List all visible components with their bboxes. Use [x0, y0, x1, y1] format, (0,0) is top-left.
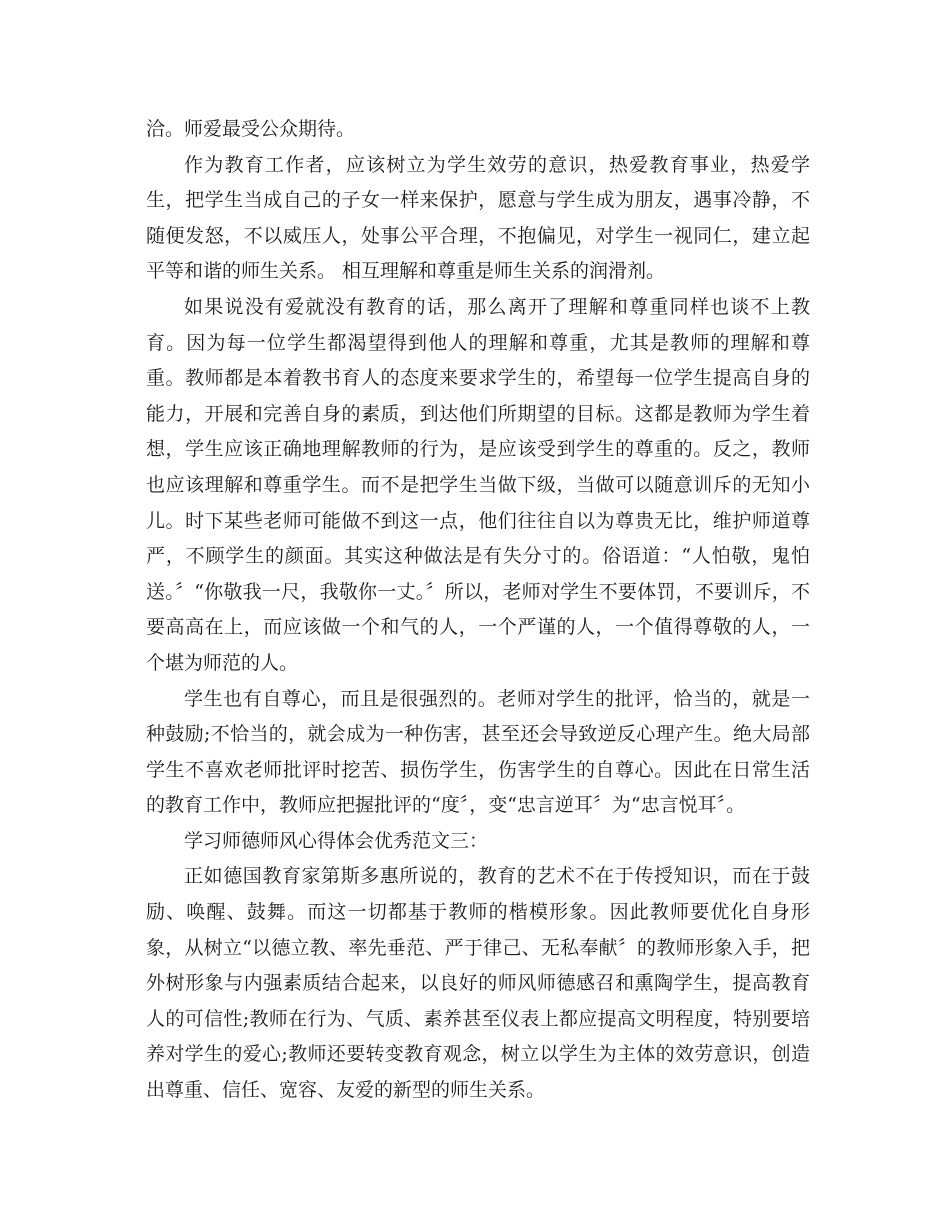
document-body [146, 112, 810, 1109]
paragraph-2: 作为教育工作者，应该树立为学生效劳的意识，热爱教育事业，热爱学生，把学生当成自己的子女一样来保护，愿意与学生成为朋友，遇事冷静，不随便发怒，不以威压人，处事公平合理，不抱偏见，对学生一视同仁，建立起平等和谐的师生关系。 相互理解和尊重是师生关系的润滑剂。 [146, 153, 810, 283]
paragraph-5: 正如德国教育家第斯多惠所说的，教育的艺术不在于传授知识，而在于鼓励、唤醒、鼓舞。而这一切都基于教师的楷模形象。因此教师要优化自身形象，从树立“以德立教、率先垂范、严于律己、无私奉献〞的教师形象入手，把外树形象与内强素质结合起来，以良好的师风师德感召和熏陶学生，提高教育人的可信性;教师在行为、气质、素养甚至仪表上都应提高文明程度，特别要培养对学生的爱心;教师还要转变教育观念，树立以学生为主体的效劳意识，创造出尊重、信任、宽容、友爱的新型的师生关系。 [146, 865, 810, 1102]
paragraph-4: 学生也有自尊心，而且是很强烈的。老师对学生的批评，恰当的，就是一种鼓励;不恰当的，就会成为一种伤害，甚至还会导致逆反心理产生。绝大局部学生不喜欢老师批评时挖苦、损伤学生，伤害学生的自尊心。因此在日常生活的教育工作中，教师应把握批评的“度〞，变“忠言逆耳〞为“忠言悦耳〞。 [146, 687, 810, 817]
paragraph-3: 如果说没有爱就没有教育的话，那么离开了理解和尊重同样也谈不上教育。因为每一位学生都渴望得到他人的理解和尊重，尤其是教师的理解和尊重。教师都是本着教书育人的态度来要求学生的，希望每一位学生提高自身的能力，开展和完善自身的素质，到达他们所期望的目标。这都是教师为学生着想，学生应该正确地理解教师的行为，是应该受到学生的尊重的。反之，教师也应该理解和尊重学生。而不是把学生当做下级，当做可以随意训斥的无知小儿。时下某些老师可能做不到这一点，他们往往自以为尊贵无比，维护师道尊严，不顾学生的颜面。其实这种做法是有失分寸的。俗语道：“人怕敬，鬼怕送。〞“你敬我一尺，我敬你一丈。〞所以，老师对学生不要体罚，不要训斥，不要高高在上，而应该做一个和气的人，一个严谨的人，一个值得尊敬的人，一个堪为师范的人。 [146, 295, 810, 674]
paragraph-1: 洽。师爱最受公众期待。 [146, 118, 356, 140]
section-heading: 学习师德师风心得体会优秀范文三： [184, 829, 489, 852]
